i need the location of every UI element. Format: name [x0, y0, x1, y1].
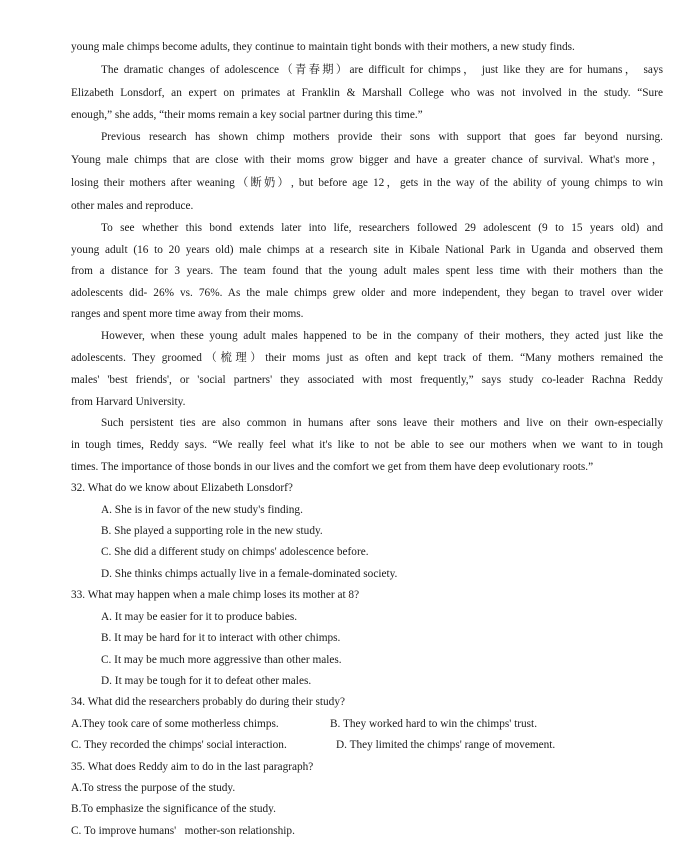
passage-line: adolescents. They groomed（梳理）their moms just as often and kept track of them. “Many mothers remained the [71, 352, 663, 364]
option-34-a: A.They took care of some motherless chimps. [71, 718, 279, 730]
option-32-c: C. She did a different study on chimps' adolescence before. [101, 546, 369, 558]
passage-line: other males and reproduce. [71, 200, 194, 212]
option-33-d: D. It may be tough for it to defeat other males. [101, 675, 312, 687]
option-row-34-ab [71, 717, 663, 731]
passage-line: To see whether this bond extends later into life, researchers followed 29 adolescent (9 to 15 years old) and [101, 222, 663, 234]
option-32-d: D. She thinks chimps actually live in a female-dominated society. [101, 568, 398, 580]
passage-line: Previous research has shown chimp mothers provide their sons with support that goes far beyond nursing. [101, 131, 663, 143]
passage-line: losing their mothers after weaning（断奶）, but before age 12，gets in the way of the ability of young chimps to win [71, 177, 663, 189]
option-row-34-cd [71, 738, 663, 752]
option-33-b: B. It may be hard for it to interact with other chimps. [101, 632, 341, 644]
question-stem-33: 33. What may happen when a male chimp loses its mother at 8? [71, 589, 360, 601]
passage-line: Such persistent ties are also common in humans after sons leave their mothers and live on their own-especially [101, 417, 663, 429]
passage-line: adolescents did- 26% vs. 76%. As the male chimps grew older and more independent, they began to travel over wider [71, 287, 663, 299]
passage-line: Elizabeth Lonsdorf, an expert on primates at Franklin & Marshall College who was not involved in the study. “Sure [71, 87, 663, 99]
option-33-c: C. It may be much more aggressive than other males. [101, 654, 342, 666]
option-35-c: C. To improve humans' mother-son relationship. [71, 825, 295, 837]
question-stem-32: 32. What do we know about Elizabeth Lonsdorf? [71, 482, 293, 494]
option-34-d: D. They limited the chimps' range of movement. [336, 739, 556, 751]
option-35-b: B.To emphasize the significance of the study. [71, 803, 276, 815]
option-34-c: C. They recorded the chimps' social interaction. [71, 739, 287, 751]
question-stem-35: 35. What does Reddy aim to do in the last paragraph? [71, 761, 314, 773]
passage-line: However, when these young adult males happened to be in the company of their mothers, they acted just like the [101, 330, 663, 342]
option-34-b: B. They worked hard to win the chimps' trust. [330, 718, 538, 730]
passage-line: from Harvard University. [71, 396, 186, 408]
option-33-a: A. It may be easier for it to produce babies. [101, 611, 298, 623]
passage-line: Young male chimps that are close with their moms grow bigger and have a greater chance of survival. What's more， [71, 154, 663, 166]
option-32-b: B. She played a supporting role in the new study. [101, 525, 323, 537]
passage-line: ranges and spent more time away from their moms. [71, 308, 304, 320]
passage-line: The dramatic changes of adolescence（青春期）are difficult for chimps， just like they are for humans， says [101, 64, 663, 76]
option-32-a: A. She is in favor of the new study's finding. [101, 504, 303, 516]
option-35-a: A.To stress the purpose of the study. [71, 782, 236, 794]
passage-line: enough,” she adds, “their moms remain a key social partner during this time.” [71, 109, 423, 121]
passage-line: times. The importance of those bonds in our lives and the comfort we get from them have deep evolutionary roots.” [71, 461, 594, 473]
passage-line: in tough times, Reddy says. “We really feel what it's like to not be able to see our mothers when we want to in tough [71, 439, 663, 451]
question-stem-34: 34. What did the researchers probably do during their study? [71, 696, 345, 708]
passage-line: young male chimps become adults, they continue to maintain tight bonds with their mothers, a new study finds. [71, 41, 575, 53]
passage-line: from a distance for 3 years. The team found that the young adult males spent less time with their mothers than the [71, 265, 663, 277]
passage-line: young adult (16 to 20 years old) male chimps at a research site in Kibale National Park in Uganda and observed them [71, 244, 663, 256]
passage-line: males' 'best friends', or 'social partners' they associated with most frequently,” says study co-leader Rachna Reddy [71, 374, 663, 386]
